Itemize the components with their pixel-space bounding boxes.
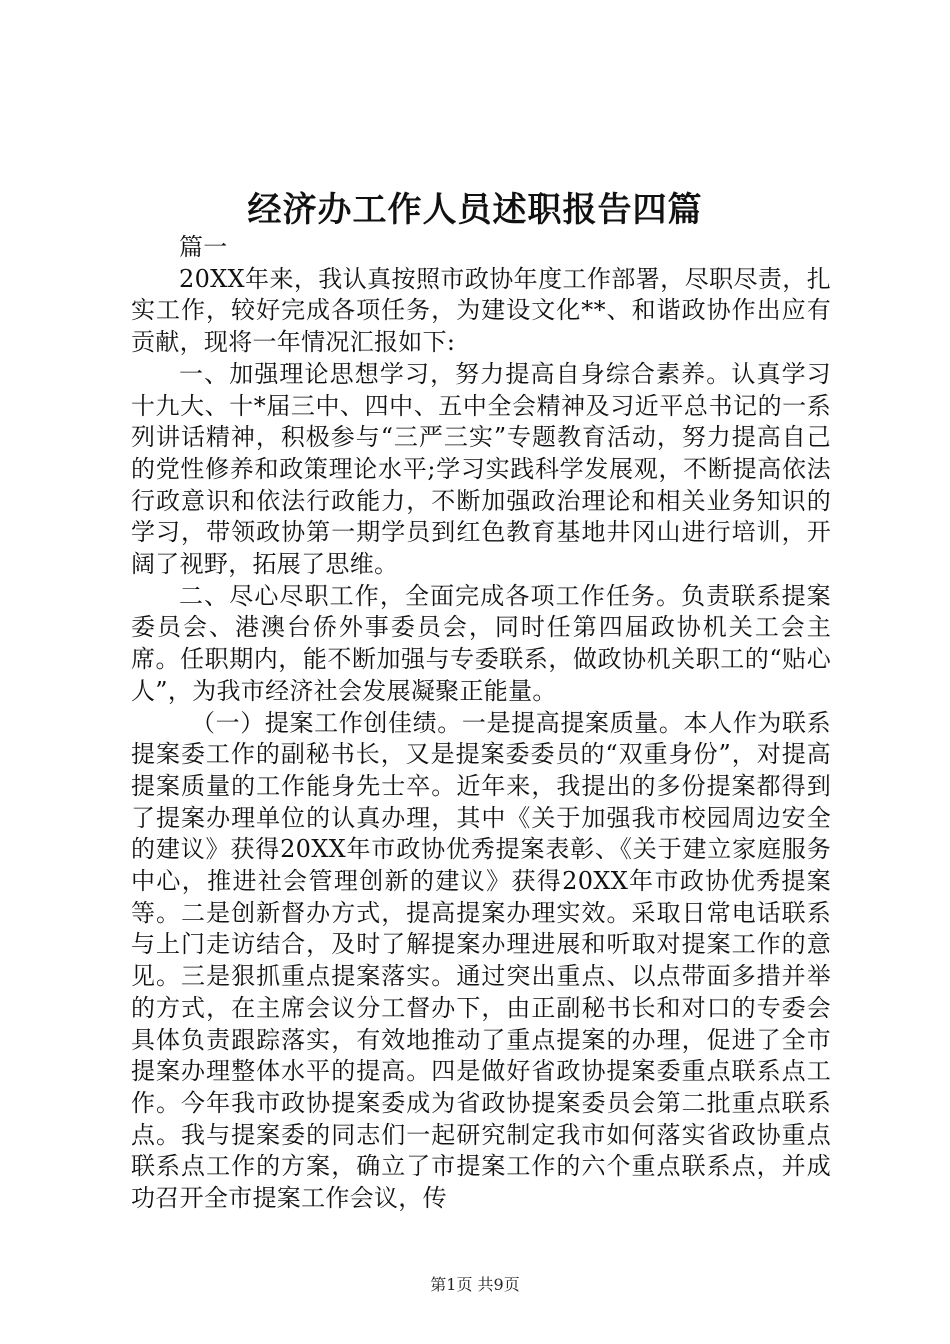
document-body (131, 232, 831, 1215)
section-label: 篇一 (179, 233, 228, 261)
paragraph-section-1: 一、加强理论思想学习，努力提高自身综合素养。认真学习十九大、十*届三中、四中、五中全会精神及习近平总书记的一系列讲话精神，积极参与“三严三实”专题教育活动，努力提高自己的党性修养和政策理论水平;学习实践科学发展观，不断提高依法行政意识和依法行政能力，不断加强政治理论和相关业务知识的学习，带领政协第一期学员到红色教育基地井冈山进行培训，开阔了视野，拓展了思维。 (131, 359, 831, 579)
paragraph-intro: 20XX年来，我认真按照市政协年度工作部署，尽职尽责，扎实工作，较好完成各项任务，为建设文化**、和谐政协作出应有贡献，现将一年情况汇报如下: (131, 264, 831, 357)
paragraph-section-2: 二、尽心尽职工作，全面完成各项工作任务。负责联系提案委员会、港澳台侨外事委员会，同时任第四届政协机关工会主席。任职期内，能不断加强与专委联系，做政协机关职工的“贴心人”，为我市经济社会发展凝聚正能量。 (131, 581, 831, 705)
document-title: 经济办工作人员述职报告四篇 (247, 190, 703, 230)
page-footer: 第1页 共9页 (430, 1275, 520, 1294)
paragraph-subsection-1: （一）提案工作创佳绩。一是提高提案质量。本人作为联系提案委工作的副秘书长，又是提案委委员的“双重身份”，对提高提案质量的工作能身先士卒。近年来，我提出的多份提案都得到了提案办理单位的认真办理，其中《关于加强我市校园周边安全的建议》获得20XX年市政协优秀提案表彰、《关于建立家庭服务中心，推进社会管理创新的建议》获得20XX年市政协优秀提案等。二是创新督办方式，提高提案办理实效。采取日常电话联系与上门走访结合，及时了解提案办理进展和听取对提案工作的意见。三是狠抓重点提案落实。通过突出重点、以点带面多措并举的方式，在主席会议分工督办下，由正副秘书长和对口的专委会具体负责跟踪落实，有效地推动了重点提案的办理，促进了全市提案办理整体水平的提高。四是做好省政协提案委重点联系点工作。今年我市政协提案委成为省政协提案委员会第二批重点联系点。我与提案委的同志们一起研究制定我市如何落实省政协重点联系点工作的方案，确立了市提案工作的六个重点联系点，并成功召开全市提案工作会议，传 (131, 708, 831, 1213)
